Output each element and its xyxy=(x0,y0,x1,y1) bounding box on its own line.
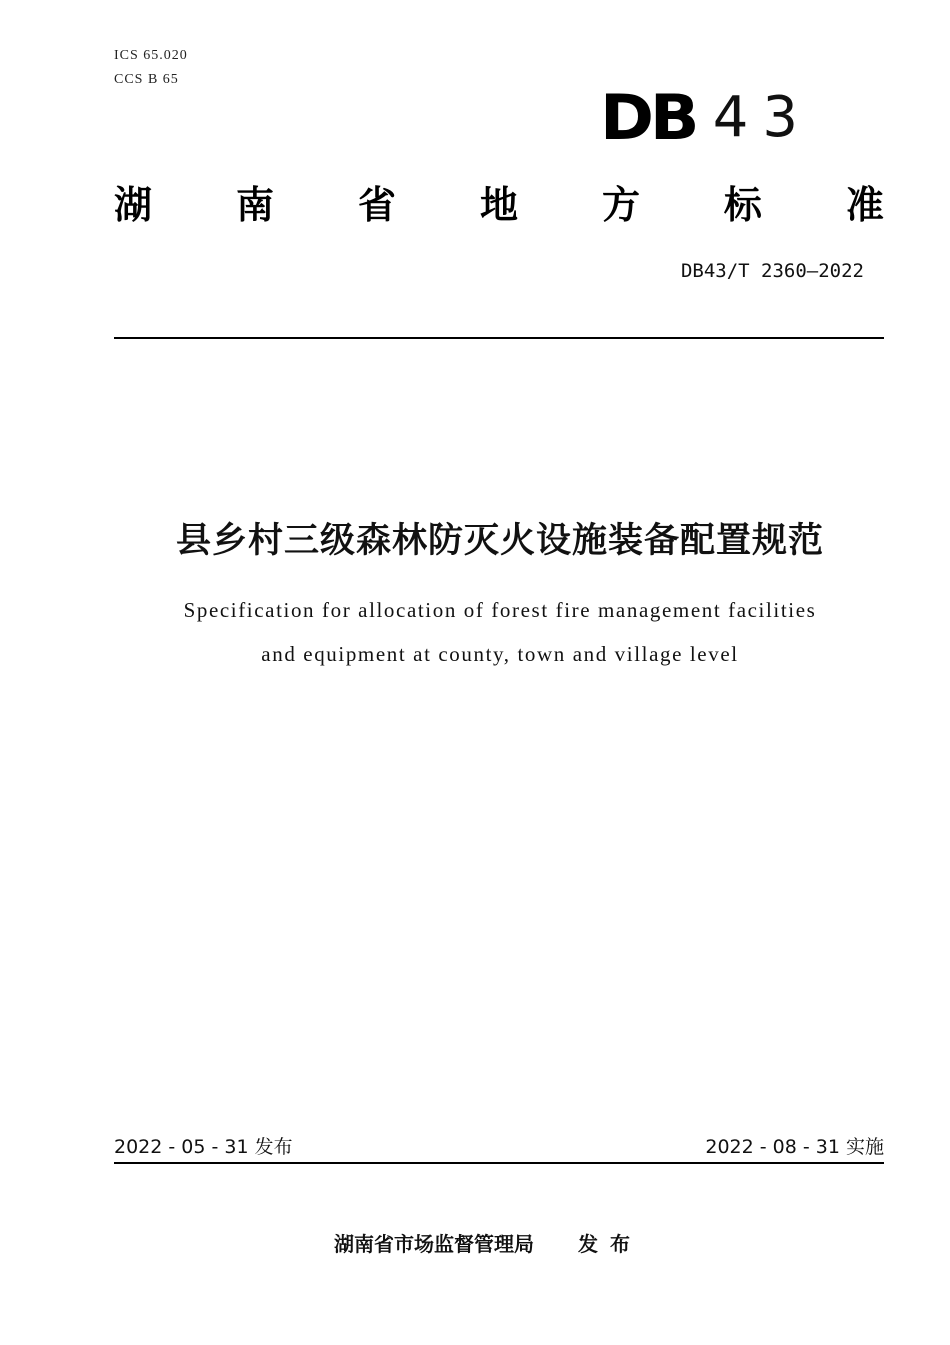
publisher-label: 发布 xyxy=(578,1232,642,1256)
ics-code: ICS 65.020 xyxy=(114,48,188,63)
title-english-line1: Specification for allocation of forest fire management facilities xyxy=(183,598,817,622)
db-logo-mark: DB xyxy=(600,81,696,154)
standard-type-char: 南 xyxy=(235,183,274,227)
standard-code: DB43/T 2360—2022 xyxy=(680,260,864,282)
title-english-line2: and equipment at county, town and village level xyxy=(261,642,739,666)
db-logo xyxy=(600,81,812,154)
header-divider xyxy=(114,337,884,339)
publisher-line xyxy=(0,1228,950,1257)
classification-codes xyxy=(114,44,188,92)
standard-type-char: 标 xyxy=(723,183,762,227)
standard-type-char: 省 xyxy=(357,183,396,227)
ccs-code: CCS B 65 xyxy=(114,72,179,87)
implementation-date: 2022 - 08 - 31 实施 xyxy=(705,1136,884,1158)
standard-type-heading xyxy=(114,180,884,230)
region-code: 43 xyxy=(712,85,812,150)
standard-type-char: 方 xyxy=(601,183,640,227)
issue-date: 2022 - 05 - 31 发布 xyxy=(114,1136,293,1158)
publisher-name: 湖南省市场监督管理局 xyxy=(334,1232,534,1256)
footer-divider xyxy=(114,1162,884,1164)
standard-type-char: 地 xyxy=(479,183,518,227)
standard-type-char: 湖 xyxy=(114,183,153,227)
title-chinese: 县乡村三级森林防灭火设施装备配置规范 xyxy=(175,521,824,561)
standard-type-char: 准 xyxy=(845,183,884,227)
